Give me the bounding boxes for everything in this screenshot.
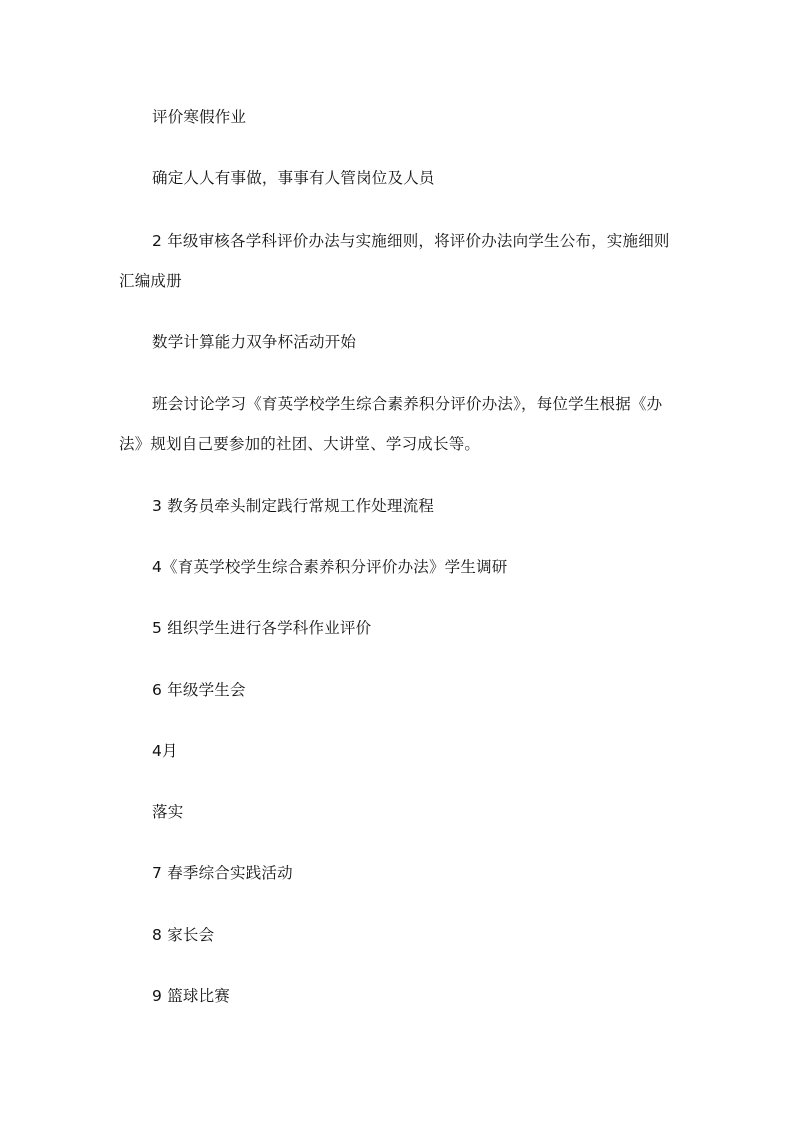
paragraph-8: 5 组织学生进行各学科作业评价	[152, 619, 372, 637]
paragraph-7: 4《育英学校学生综合素养积分评价办法》学生调研	[152, 558, 508, 576]
paragraph-2: 确定人人有事做，事事有人管岗位及人员	[152, 169, 435, 187]
paragraph-6: 3 教务员牵头制定践行常规工作处理流程	[152, 497, 435, 515]
paragraph-4: 数学计算能力双争杯活动开始	[152, 333, 357, 351]
paragraph-13: 8 家长会	[152, 926, 215, 944]
paragraph-1: 评价寒假作业	[152, 108, 247, 126]
paragraph-12: 7 春季综合实践活动	[152, 864, 293, 882]
paragraph-9: 6 年级学生会	[152, 681, 246, 699]
paragraph-10: 4月	[152, 742, 178, 760]
paragraph-3: 2 年级审核各学科评价办法与实施细则，将评价办法向学生公布，实施细则汇编成册	[119, 232, 670, 290]
paragraph-14: 9 篮球比赛	[152, 987, 230, 1005]
paragraph-5: 班会讨论学习《育英学校学生综合素养积分评价办法》，每位学生根据《办法》规划自己要参加的社团、大讲堂、学习成长等。	[119, 395, 663, 453]
paragraph-11: 落实	[152, 803, 184, 821]
